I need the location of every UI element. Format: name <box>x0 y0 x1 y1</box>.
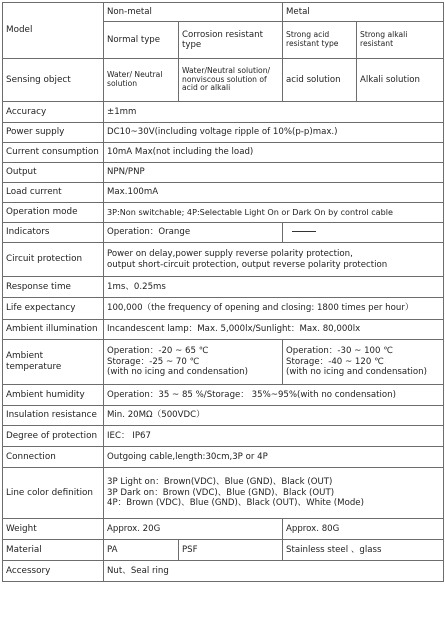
row-circuit-protection <box>3 243 444 277</box>
row-line-color <box>3 468 444 519</box>
row-power-supply <box>3 123 444 143</box>
row-indicators <box>3 223 444 243</box>
temp-nonmetal-operation: Operation：-20 ~ 65 ℃ <box>107 346 209 357</box>
sensing-acid: acid solution <box>283 59 357 102</box>
indicators-non-metal: Operation：Orange <box>104 223 283 243</box>
row-life-expectancy <box>3 298 444 320</box>
load-current-label: Load current <box>3 183 104 203</box>
power-supply-value: DC10~30V(including voltage ripple of 10%(p-p)max.) <box>104 123 444 143</box>
material-label: Material <box>3 540 104 561</box>
specification-table <box>2 2 444 582</box>
ambient-humidity-label: Ambient humidity <box>3 385 104 406</box>
row-weight <box>3 519 444 540</box>
strong-acid-type: Strong acid resistant type <box>283 22 357 59</box>
row-accuracy <box>3 102 444 123</box>
material-psf: PSF <box>179 540 283 561</box>
ambient-temperature-non-metal <box>104 340 283 385</box>
row-connection <box>3 447 444 468</box>
circuit-protection-line-1: Power on delay,power supply reverse polarity protection, <box>107 249 353 260</box>
row-response-time <box>3 277 444 298</box>
temp-nonmetal-storage: Storage：-25 ~ 70 ℃ <box>107 356 200 367</box>
temp-metal-note: (with no icing and condensation) <box>286 367 427 378</box>
weight-non-metal: Approx. 20G <box>104 519 283 540</box>
spec-sheet <box>2 2 443 623</box>
circuit-protection-value <box>104 243 444 277</box>
connection-value: Outgoing cable,length:30cm,3P or 4P <box>104 447 444 468</box>
circuit-protection-label: Circuit protection <box>3 243 104 277</box>
ambient-temperature-label: Ambient temperature <box>3 340 104 385</box>
no-indicator-dash <box>292 231 316 232</box>
output-value: NPN/PNP <box>104 163 444 183</box>
row-ambient-temperature <box>3 340 444 385</box>
temp-metal-storage: Storage：-40 ~ 120 ℃ <box>286 356 384 367</box>
accessory-value: Nut、Seal ring <box>104 561 444 582</box>
row-output <box>3 163 444 183</box>
output-label: Output <box>3 163 104 183</box>
row-model-top <box>3 3 444 22</box>
row-material <box>3 540 444 561</box>
material-metal: Stainless steel 、glass <box>283 540 444 561</box>
line-color-3p-light: 3P Light on：Brown(VDC)、Blue (GND)、Black (OUT) <box>107 477 333 488</box>
normal-type: Normal type <box>104 22 179 59</box>
life-expectancy-value: 100,000（the frequency of opening and closing: 1800 times per hour） <box>104 298 444 320</box>
strong-alkali-type: Strong alkali resistant <box>357 22 444 59</box>
temp-metal-operation: Operation：-30 ~ 100 ℃ <box>286 346 393 357</box>
row-insulation-resistance <box>3 406 444 426</box>
model-label: Model <box>3 3 104 59</box>
row-accessory <box>3 561 444 582</box>
row-sensing-object <box>3 59 444 102</box>
sensing-alkali: Alkali solution <box>357 59 444 102</box>
non-metal-header: Non-metal <box>104 3 283 22</box>
row-current-consumption <box>3 143 444 163</box>
accessory-label: Accessory <box>3 561 104 582</box>
sensing-normal: Water/ Neutral solution <box>104 59 179 102</box>
degree-of-protection-label: Degree of protection <box>3 426 104 447</box>
indicators-label: Indicators <box>3 223 104 243</box>
accuracy-label: Accuracy <box>3 102 104 123</box>
row-ambient-illumination <box>3 320 444 340</box>
line-color-value <box>104 468 444 519</box>
ambient-illumination-label: Ambient illumination <box>3 320 104 340</box>
row-operation-mode <box>3 203 444 223</box>
load-current-value: Max.100mA <box>104 183 444 203</box>
life-expectancy-label: Life expectancy <box>3 298 104 320</box>
response-time-value: 1ms、0.25ms <box>104 277 444 298</box>
insulation-resistance-value: Min. 20MΩ（500VDC） <box>104 406 444 426</box>
power-supply-label: Power supply <box>3 123 104 143</box>
ambient-temperature-metal <box>283 340 444 385</box>
weight-label: Weight <box>3 519 104 540</box>
connection-label: Connection <box>3 447 104 468</box>
accuracy-value: ±1mm <box>104 102 444 123</box>
sensing-corrosion: Water/Neutral solution/ nonviscous solution of acid or alkali <box>179 59 283 102</box>
row-degree-of-protection <box>3 426 444 447</box>
line-color-label: Line color definition <box>3 468 104 519</box>
operation-mode-label: Operation mode <box>3 203 104 223</box>
response-time-label: Response time <box>3 277 104 298</box>
corrosion-type: Corrosion resistant type <box>179 22 283 59</box>
weight-metal: Approx. 80G <box>283 519 444 540</box>
row-load-current <box>3 183 444 203</box>
temp-nonmetal-note: (with no icing and condensation) <box>107 367 248 378</box>
line-color-4p: 4P：Brown (VDC)、Blue (GND)、Black (OUT)、White (Mode) <box>107 498 364 509</box>
ambient-humidity-value: Operation：35 ~ 85 %/Storage： 35%~95%(with no condensation) <box>104 385 444 406</box>
operation-mode-value: 3P:Non switchable; 4P:Selectable Light On or Dark On by control cable <box>104 203 444 223</box>
material-pa: PA <box>104 540 179 561</box>
ambient-illumination-value: Incandescent lamp：Max. 5,000lx/Sunlight：Max. 80,000lx <box>104 320 444 340</box>
sensing-object-label: Sensing object <box>3 59 104 102</box>
circuit-protection-line-2: output short-circuit protection, output reverse polarity protection <box>107 259 388 270</box>
metal-header: Metal <box>283 3 444 22</box>
row-ambient-humidity <box>3 385 444 406</box>
current-consumption-value: 10mA Max(not including the load) <box>104 143 444 163</box>
current-consumption-label: Current consumption <box>3 143 104 163</box>
line-color-3p-dark: 3P Dark on：Brown (VDC)、Blue (GND)、Black (OUT) <box>107 487 335 498</box>
degree-of-protection-value: IEC： IP67 <box>104 426 444 447</box>
indicators-metal <box>283 223 444 243</box>
insulation-resistance-label: Insulation resistance <box>3 406 104 426</box>
